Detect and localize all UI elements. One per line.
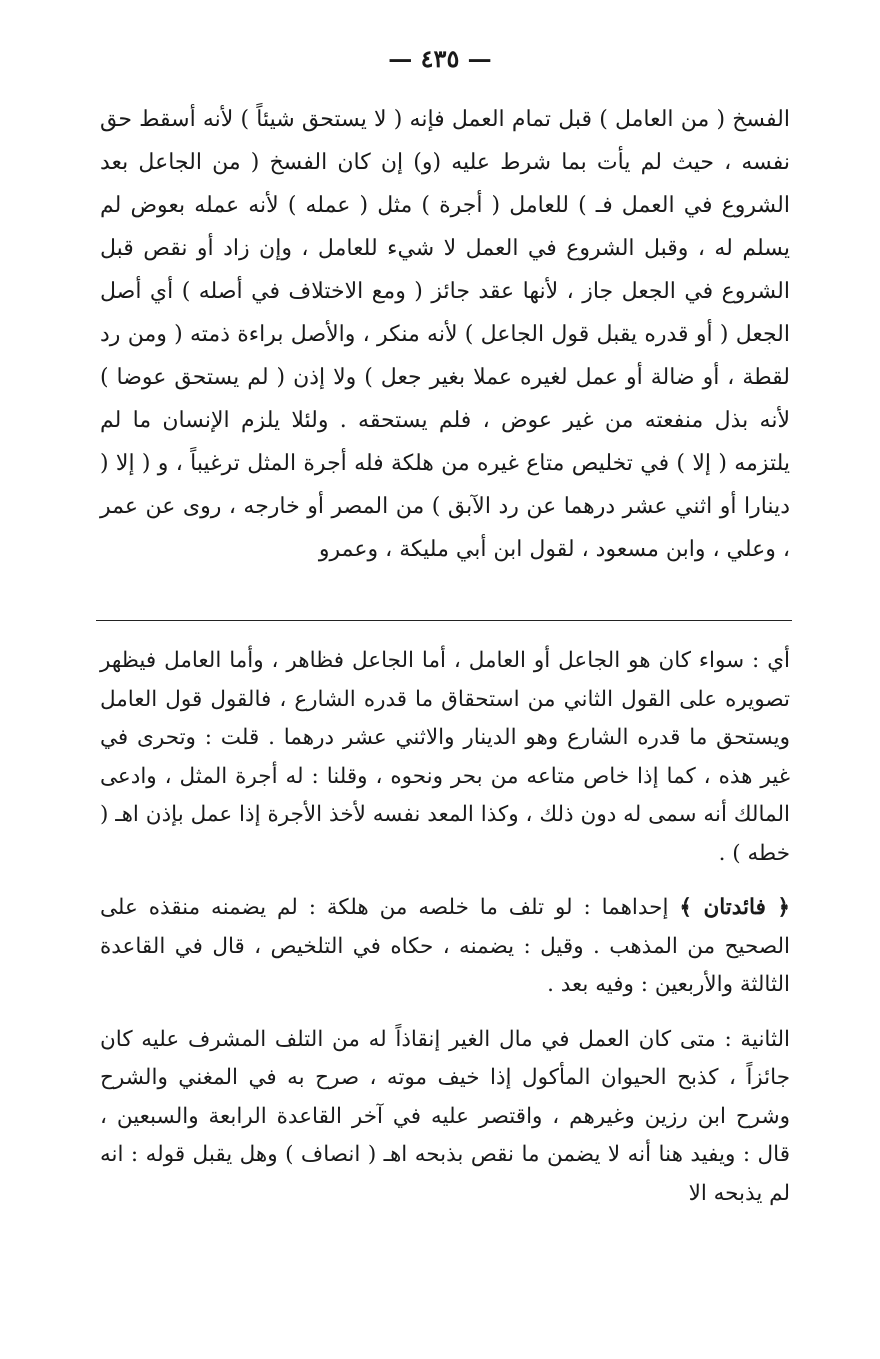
footnotes <box>100 642 790 1213</box>
page-number: — ٤٣٥ — <box>388 44 492 73</box>
footnote-2-heading: ﴿ فائدتان ﴾ <box>679 895 790 920</box>
footnote-separator <box>96 620 792 621</box>
footnote-3: الثانية : متى كان العمل في مال الغير إنقاذاً له من التلف المشرف عليه كان جائزاً ، كذبح الحيوان المأكول إذا خيف موته ، صرح به في المغني والشرح وشرح ابن رزين وغيرهم ، واقتصر عليه في آخر القاعدة الرابعة والسبعين ، قال : ويفيد هنا أنه لا يضمن ما نقص بذبحه اهـ ( انصاف ) وهل يقبل قوله : انه لم يذبحه الا <box>100 1026 790 1206</box>
footnote-1: أي : سواء كان هو الجاعل أو العامل ، أما الجاعل فظاهر ، وأما العامل فيظهر تصويره على القول الثاني من استحقاق ما قدره الشارع ، فالقول قول العامل ويستحق ما قدره الشارع وهو الدينار والاثني عشر درهما . قلت : وتحرى في غير هذه ، كما إذا خاص متاعه من بحر ونحوه ، وقلنا : له أجرة المثل ، وادعى المالك أنه سمى له دون ذلك ، وكذا المعد نفسه لأخذ الأجرة إذا عمل بإذن اهـ ( خطه ) . <box>100 648 790 866</box>
main-text <box>100 98 790 571</box>
footnote-2 <box>100 889 790 1005</box>
footnote-2-text: إحداهما : لو تلف ما خلصه من هلكة : لم يضمنه منقذه على الصحيح من المذهب . وقيل : يضمنه ، حكاه في التلخيص ، قال في القاعدة الثالثة والأربعين : وفيه بعد . <box>100 895 790 997</box>
main-paragraph: الفسخ ( من العامل ) قبل تمام العمل فإنه ( لا يستحق شيئاً ) لأنه أسقط حق نفسه ، حيث لم يأت بما شرط عليه (و) إن كان الفسخ ( من الجاعل بعد الشروع في العمل فـ ) للعامل ( أجرة ) مثل ( عمله ) لأنه عمله بعوض لم يسلم له ، وقبل الشروع في العمل لا شيء للعامل ، وإن زاد أو نقص قبل الشروع في الجعل جاز ، لأنها عقد جائز ( ومع الاختلاف في أصله ) أي أصل الجعل ( أو قدره يقبل قول الجاعل ) لأنه منكر ، والأصل براءة ذمته ( ومن رد لقطة ، أو ضالة أو عمل لغيره عملا بغير جعل ) ولا إذن ( لم يستحق عوضا ) لأنه بذل منفعته من غير عوض ، فلم يستحقه . ولئلا يلزم الإنسان ما لم يلتزمه ( إلا ) في تخليص متاع غيره من هلكة فله أجرة المثل ترغيباً ، و ( إلا ( دينارا أو اثني عشر درهما عن رد الآبق ) من المصر أو خارجه ، روى عن عمر ، وعلي ، وابن مسعود ، لقول ابن أبي مليكة ، وعمرو <box>100 107 791 562</box>
